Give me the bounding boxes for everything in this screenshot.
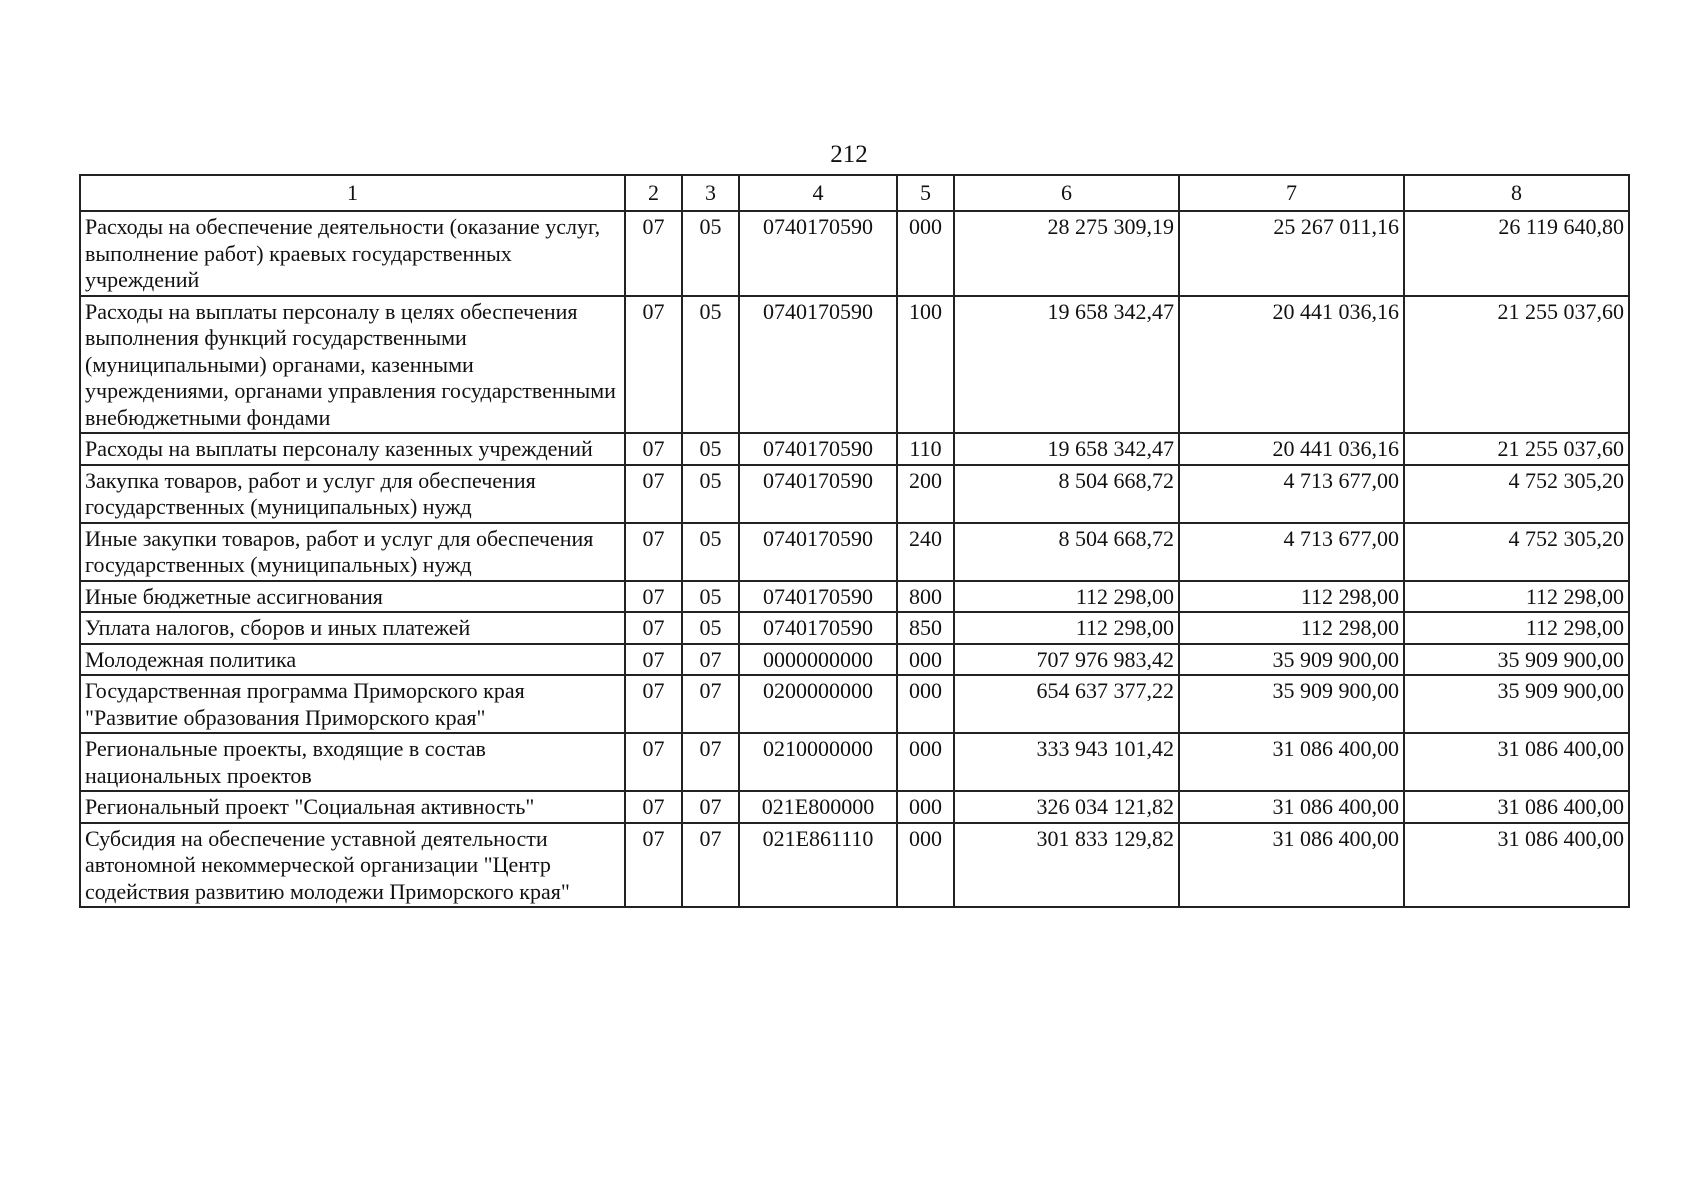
column-header: 4 [739,175,897,211]
amount-col8: 31 086 400,00 [1404,823,1629,908]
row-name: Расходы на обеспечение деятельности (оказание услуг, выполнение работ) краевых государственных учреждений [80,211,625,296]
row-name: Субсидия на обеспечение уставной деятельности автономной некоммерческой организации "Центр содействия развитию молодежи Приморского края" [80,823,625,908]
amount-col8: 31 086 400,00 [1404,733,1629,791]
target-article-code: 0200000000 [739,675,897,733]
target-article-code: 0740170590 [739,612,897,644]
column-header: 6 [954,175,1179,211]
target-article-code: 021E800000 [739,791,897,823]
amount-col7: 4 713 677,00 [1179,523,1404,581]
amount-col6: 326 034 121,82 [954,791,1179,823]
amount-col7: 112 298,00 [1179,612,1404,644]
section-code: 07 [625,644,682,676]
expense-type-code: 200 [897,465,954,523]
row-name: Иные бюджетные ассигнования [80,581,625,613]
expense-type-code: 000 [897,733,954,791]
amount-col6: 707 976 983,42 [954,644,1179,676]
amount-col6: 19 658 342,47 [954,433,1179,465]
amount-col7: 112 298,00 [1179,581,1404,613]
amount-col6: 301 833 129,82 [954,823,1179,908]
expense-type-code: 000 [897,644,954,676]
subsection-code: 05 [682,581,739,613]
table-row [80,612,1629,644]
amount-col7: 4 713 677,00 [1179,465,1404,523]
expense-type-code: 110 [897,433,954,465]
section-code: 07 [625,733,682,791]
table-row [80,211,1629,296]
amount-col8: 31 086 400,00 [1404,791,1629,823]
amount-col6: 8 504 668,72 [954,465,1179,523]
subsection-code: 05 [682,612,739,644]
subsection-code: 05 [682,523,739,581]
section-code: 07 [625,211,682,296]
table-row [80,296,1629,434]
table-row [80,581,1629,613]
subsection-code: 05 [682,296,739,434]
amount-col8: 112 298,00 [1404,581,1629,613]
section-code: 07 [625,675,682,733]
amount-col8: 21 255 037,60 [1404,296,1629,434]
expense-type-code: 800 [897,581,954,613]
row-name: Региональный проект "Социальная активность" [80,791,625,823]
section-code: 07 [625,465,682,523]
row-name: Региональные проекты, входящие в состав национальных проектов [80,733,625,791]
table-row [80,791,1629,823]
subsection-code: 07 [682,733,739,791]
amount-col7: 35 909 900,00 [1179,644,1404,676]
expense-type-code: 850 [897,612,954,644]
target-article-code: 0740170590 [739,523,897,581]
amount-col7: 31 086 400,00 [1179,823,1404,908]
subsection-code: 05 [682,211,739,296]
amount-col6: 333 943 101,42 [954,733,1179,791]
section-code: 07 [625,581,682,613]
amount-col8: 4 752 305,20 [1404,523,1629,581]
column-header: 5 [897,175,954,211]
column-header: 7 [1179,175,1404,211]
column-header: 1 [80,175,625,211]
amount-col8: 112 298,00 [1404,612,1629,644]
amount-col6: 112 298,00 [954,612,1179,644]
amount-col7: 35 909 900,00 [1179,675,1404,733]
amount-col8: 4 752 305,20 [1404,465,1629,523]
table-row [80,823,1629,908]
section-code: 07 [625,612,682,644]
amount-col7: 31 086 400,00 [1179,791,1404,823]
target-article-code: 0210000000 [739,733,897,791]
row-name: Расходы на выплаты персоналу казенных учреждений [80,433,625,465]
expense-type-code: 000 [897,791,954,823]
amount-col7: 20 441 036,16 [1179,433,1404,465]
row-name: Уплата налогов, сборов и иных платежей [80,612,625,644]
expense-type-code: 000 [897,211,954,296]
column-header: 3 [682,175,739,211]
table-row [80,465,1629,523]
subsection-code: 07 [682,791,739,823]
target-article-code: 0740170590 [739,465,897,523]
table-row [80,644,1629,676]
amount-col7: 25 267 011,16 [1179,211,1404,296]
amount-col7: 31 086 400,00 [1179,733,1404,791]
target-article-code: 0740170590 [739,296,897,434]
target-article-code: 0740170590 [739,211,897,296]
page-number: 212 [830,141,868,168]
section-code: 07 [625,791,682,823]
amount-col8: 35 909 900,00 [1404,644,1629,676]
table-row [80,523,1629,581]
row-name: Молодежная политика [80,644,625,676]
section-code: 07 [625,433,682,465]
expense-type-code: 100 [897,296,954,434]
amount-col6: 19 658 342,47 [954,296,1179,434]
target-article-code: 0740170590 [739,581,897,613]
amount-col6: 112 298,00 [954,581,1179,613]
subsection-code: 07 [682,823,739,908]
section-code: 07 [625,296,682,434]
row-name: Иные закупки товаров, работ и услуг для обеспечения государственных (муниципальных) нужд [80,523,625,581]
amount-col8: 21 255 037,60 [1404,433,1629,465]
expense-type-code: 000 [897,823,954,908]
budget-table [79,174,1630,908]
expense-type-code: 240 [897,523,954,581]
table-row [80,733,1629,791]
table-row [80,675,1629,733]
target-article-code: 021E861110 [739,823,897,908]
section-code: 07 [625,823,682,908]
amount-col8: 26 119 640,80 [1404,211,1629,296]
subsection-code: 07 [682,644,739,676]
target-article-code: 0000000000 [739,644,897,676]
target-article-code: 0740170590 [739,433,897,465]
amount-col6: 654 637 377,22 [954,675,1179,733]
expense-type-code: 000 [897,675,954,733]
row-name: Расходы на выплаты персоналу в целях обеспечения выполнения функций государственными (муниципальными) органами, казенными учреждениями, органами управления государственными внебюджетными фондами [80,296,625,434]
section-code: 07 [625,523,682,581]
column-header: 8 [1404,175,1629,211]
column-header: 2 [625,175,682,211]
row-name: Государственная программа Приморского края "Развитие образования Приморского края" [80,675,625,733]
amount-col6: 28 275 309,19 [954,211,1179,296]
row-name: Закупка товаров, работ и услуг для обеспечения государственных (муниципальных) нужд [80,465,625,523]
subsection-code: 05 [682,433,739,465]
amount-col8: 35 909 900,00 [1404,675,1629,733]
table-row [80,433,1629,465]
subsection-code: 05 [682,465,739,523]
amount-col6: 8 504 668,72 [954,523,1179,581]
subsection-code: 07 [682,675,739,733]
header-row [80,175,1629,211]
amount-col7: 20 441 036,16 [1179,296,1404,434]
